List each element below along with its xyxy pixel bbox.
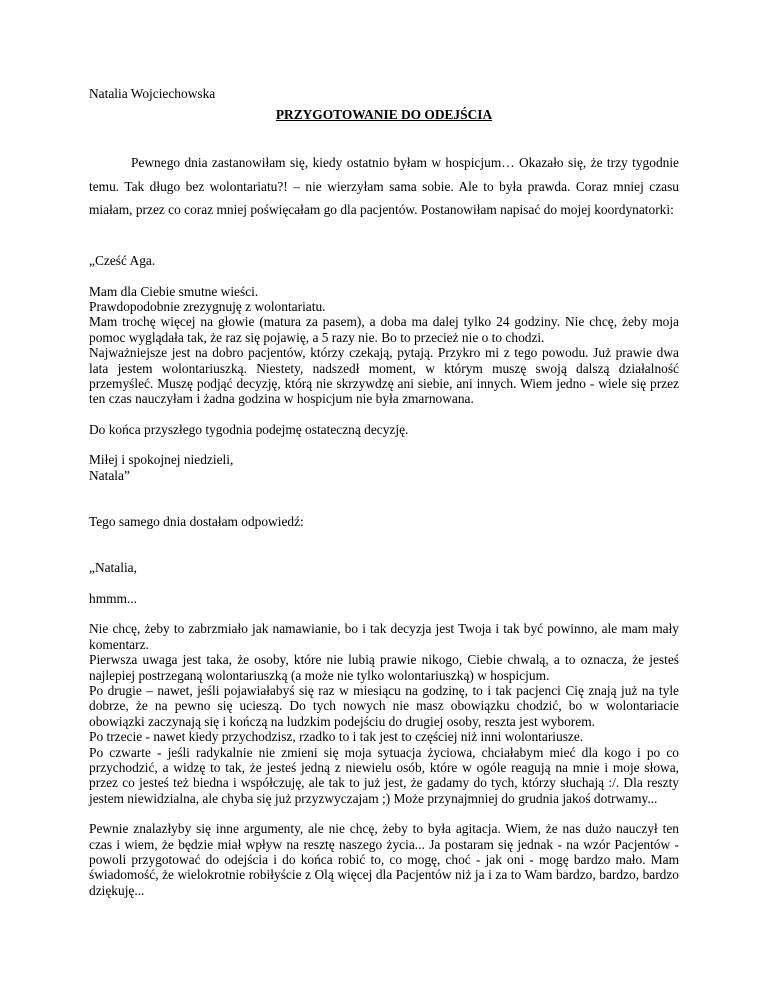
- letter2-final-paragraph: Pewnie znalazłyby się inne argumenty, ale nie chcę, żeby to była agitacja. Wiem, że nas dużo nauczył ten czas i wiem, że będzie miał wpływ na resztę naszego życia... Ja postaram się jednak - na wzór Pacjentów - powoli przygotować do odejścia i do końca robić to, co mogę, choć - jak oni - mogę bardzo mało. Mam świadomość, że wielokrotnie robiłyście z Olą więcej dla Pacjentów niż ja i za to Wam bardzo, bardzo, bardzo dziękuję...: [89, 821, 679, 898]
- author-name: Natalia Wojciechowska: [89, 86, 216, 101]
- transition-line: Tego samego dnia dostałam odpowiedź:: [89, 514, 304, 530]
- letter1-line: Mam dla Ciebie smutne wieści.: [89, 283, 259, 299]
- letter1-sign-off: Miłej i spokojnej niedzieli,: [89, 452, 234, 468]
- letter2-line: Pierwsza uwaga jest taka, że osoby, które nie lubią prawie nikogo, Ciebie chwalą, a to oznacza, że jesteś najlepiej postrzeganą wolontariuszką (a może nie tylko wolontariuszką) w hospicjum.: [89, 652, 679, 683]
- intro-paragraph: Pewnego dnia zastanowiłam się, kiedy ostatnio byłam w hospicjum… Okazało się, że trzy tygodnie temu. Tak długo bez wolontariatu?! – nie wierzyłam sama sobie. Ale to była prawda. Coraz mniej czasu miałam, przez co coraz mniej poświęcałam go dla pacjentów. Postanowiłam napisać do mojej koordynatorki:: [89, 154, 679, 218]
- letter1-signoff-block: [89, 452, 679, 483]
- document-title: PRZYGOTOWANIE DO ODEJŚCIA: [275, 107, 493, 123]
- letter1-line: Prawdopodobnie zrezygnuję z wolontariatu.: [89, 299, 326, 315]
- letter2-line: Po drugie – nawet, jeśli pojawiałabyś się raz w miesiącu na godzinę, to i tak pacjenci Cię znają już na tyle dobrze, że na pewno się ucieszą. Do tych nowych nie masz obowiązku chodzić, bo w wolontariacie obowiązki zaczynają się i kończą na ludzkim podejściu do drugiej osoby, reszta jest wyborem.: [89, 682, 679, 729]
- document-page: [89, 86, 679, 898]
- letter1-line: Najważniejsze jest na dobro pacjentów, którzy czekają, pytają. Przykro mi z tego powodu. Już prawie dwa lata jestem wolontariuszką. Niestety, nadszedł moment, w którym muszę swoją dalszą działalność przemyśleć. Muszę podjąć decyzję, którą nie skrzywdzę ani siebie, ani innych. Wiem jedno - wiele się przez ten czas nauczyłam i żadna godzina w hospicjum nie była zmarnowana.: [89, 345, 679, 407]
- letter2-line: Po trzecie - nawet kiedy przychodzisz, rzadko to i tak jest to częściej niż inni wolontariusze.: [89, 729, 584, 745]
- letter1-greeting: „Cześć Aga.: [89, 253, 156, 269]
- letter2-greeting: „Natalia,: [89, 560, 137, 576]
- letter2-opener: hmmm...: [89, 590, 137, 606]
- letter1-body: [89, 284, 679, 407]
- letter2-line: Po czwarte - jeśli radykalnie nie zmieni się moja sytuacja życiowa, chciałabym mieć dla kogo i po co przychodzić, a widzę to tak, że jesteś jedną z niewielu osób, które w ogóle reagują na mnie i moje słowa, przez co jesteś też biedna i współczuję, ale tak to już jest, że gadamy do tych, którzy słuchają :/. Dla reszty jestem niewidzialna, ale chyba się już przyzwyczajam ;) Może przynajmniej do grudnia jakoś dotrwamy...: [89, 744, 679, 806]
- letter2-line: Nie chcę, żeby to zabrzmiało jak namawianie, bo i tak decyzja jest Twoja i tak być powinno, ale mam mały komentarz.: [89, 621, 679, 652]
- letter1-line: Mam trochę więcej na głowie (matura za pasem), a doba ma dalej tylko 24 godziny. Nie chcę, żeby moja pomoc wyglądała tak, że raz się pojawię, a 5 razy nie. Bo to przecież nie o to chodzi.: [89, 314, 679, 345]
- letter2-body: [89, 621, 679, 806]
- letter1-signature: Natala”: [89, 467, 130, 483]
- letter1-closing-line: Do końca przyszłego tygodnia podejmę ostateczną decyzję.: [89, 421, 409, 437]
